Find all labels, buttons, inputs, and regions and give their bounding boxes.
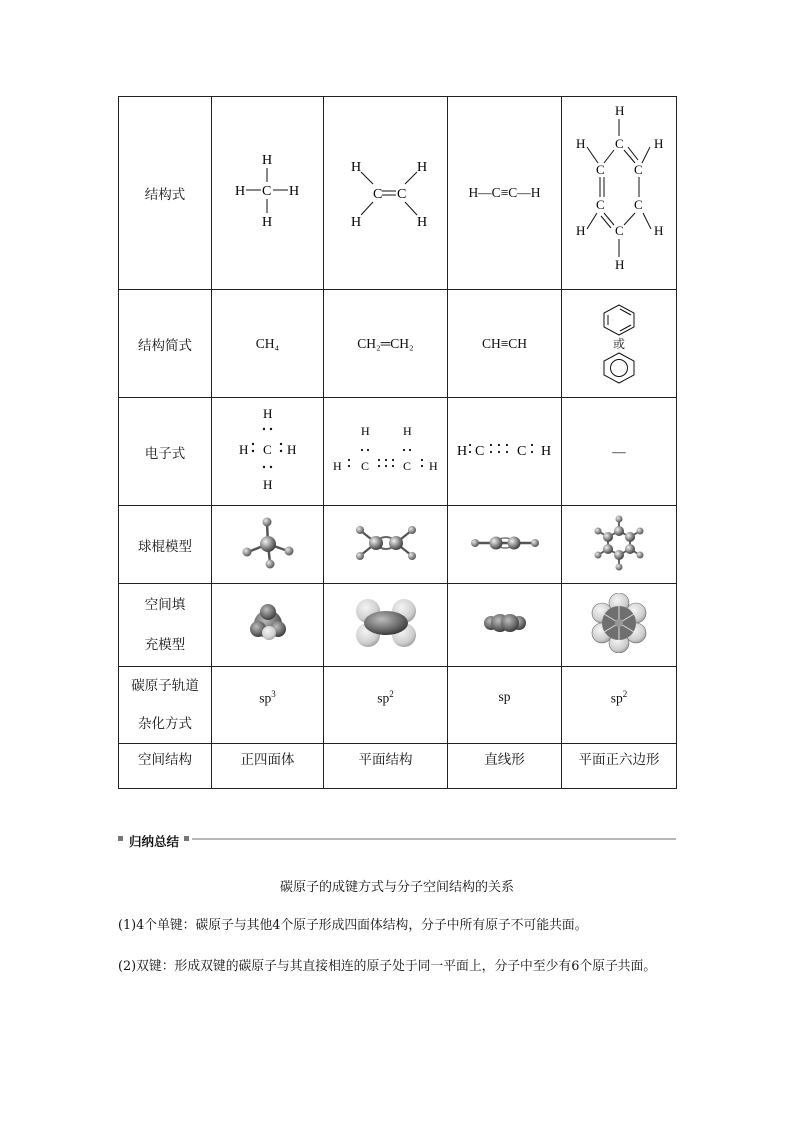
methane-space-filling: [212, 584, 324, 667]
acetylene-ball-stick: [448, 506, 562, 584]
atom-h: H: [402, 423, 412, 438]
row-label-ball-stick: 球棍模型: [119, 506, 212, 584]
acetylene-geometry: 直线形: [448, 744, 562, 789]
atom-h: H: [615, 103, 625, 118]
row-label-space-filling: [119, 584, 212, 667]
methane-lewis-svg: [223, 405, 313, 495]
hybrid-sup: 2: [622, 689, 628, 699]
atom-h: H: [234, 184, 245, 199]
hybrid-sup: 3: [271, 689, 276, 699]
atom-h: H: [261, 215, 272, 230]
atom-h: H: [654, 136, 664, 151]
benzene-space-filling: [562, 584, 677, 667]
ethylene-electron: [324, 398, 448, 506]
atom-h: H: [416, 215, 427, 230]
atom-h: H: [332, 458, 342, 473]
atom-c: C: [474, 443, 484, 459]
section-label: 归纳总结: [129, 834, 180, 849]
atom-c: C: [261, 184, 271, 199]
atom-c: C: [634, 162, 643, 177]
benzene-space-filling-model: [589, 593, 649, 653]
aromatic-benzene-icon: [599, 351, 639, 385]
row-condensed-formula: [119, 290, 677, 398]
atom-c: C: [615, 136, 624, 151]
kekule-benzene-icon: [599, 303, 639, 337]
label-line: 杂化方式: [138, 716, 192, 732]
atom-h: H: [416, 160, 427, 175]
acetylene-condensed: CH≡CH: [448, 290, 562, 398]
benzene-electron: —: [562, 398, 677, 506]
atom-h: H: [615, 257, 625, 272]
atom-c: C: [615, 223, 624, 238]
benzene-hybridization: [562, 667, 677, 744]
atom-h: H: [576, 223, 586, 238]
acetylene-space-filling-model: [483, 610, 527, 636]
benzene-structural: [562, 97, 677, 290]
summary-paragraph-1: (1)4个单键：碳原子与其他4个原子形成四面体结构，分子中所有原子不可能共面。: [118, 918, 588, 933]
acetylene-ball-stick-model: [470, 531, 540, 555]
atom-c: C: [516, 443, 526, 459]
atom-h: H: [540, 443, 551, 459]
methane-structural: [212, 97, 324, 290]
row-label-structural: 结构式: [119, 97, 212, 290]
atom-h: H: [654, 223, 664, 238]
hybrid-base: sp: [498, 689, 511, 704]
hybrid-base: sp: [259, 690, 272, 706]
atom-h: H: [456, 443, 467, 459]
atom-h: H: [576, 136, 586, 151]
ethylene-hybridization: [324, 667, 448, 744]
summary-title: 碳原子的成键方式与分子空间结构的关系: [279, 880, 514, 895]
atom-c: C: [262, 441, 272, 457]
atom-h: H: [262, 476, 272, 492]
methane-ball-stick: [212, 506, 324, 584]
atom-c: C: [596, 162, 605, 177]
label-line: 空间填: [144, 597, 186, 613]
atom-c: C: [396, 187, 406, 202]
benzene-structural-svg: [564, 101, 674, 281]
acetylene-electron: [448, 398, 562, 506]
acetylene-structural: H—C≡C—H: [448, 97, 562, 290]
row-space-filling: [119, 584, 677, 667]
ethylene-structural: [324, 97, 448, 290]
section-rule: [192, 838, 676, 840]
atom-h: H: [428, 458, 438, 473]
atom-c: C: [402, 458, 411, 473]
row-structural-formula: [119, 97, 677, 290]
atom-h: H: [261, 153, 272, 168]
ethylene-space-filling: [324, 584, 448, 667]
methane-structural-svg: [213, 146, 323, 236]
ethylene-condensed: CH₂═CH₂: [324, 290, 448, 398]
atom-h: H: [350, 215, 361, 230]
atom-c: C: [360, 458, 369, 473]
atom-h: H: [262, 405, 272, 421]
acetylene-space-filling: [448, 584, 562, 667]
atom-h: H: [360, 423, 370, 438]
ethylene-space-filling-model: [354, 595, 418, 651]
atom-h: H: [288, 184, 299, 199]
hybrid-base: sp: [377, 690, 390, 706]
acetylene-lewis-svg: [455, 435, 555, 465]
row-electron-formula: [119, 398, 677, 506]
hybrid-base: sp: [610, 690, 623, 706]
atom-c: C: [596, 197, 605, 212]
acetylene-hybridization: [448, 667, 562, 744]
row-hybridization: [119, 667, 677, 744]
benzene-geometry: 平面正六边形: [562, 744, 677, 789]
or-label: 或: [612, 336, 625, 351]
row-label-condensed: 结构简式: [119, 290, 212, 398]
ethylene-geometry: 平面结构: [324, 744, 448, 789]
row-label-electron: 电子式: [119, 398, 212, 506]
benzene-ball-stick: [562, 506, 677, 584]
ethylene-ball-stick-model: [354, 521, 418, 565]
row-label-geometry: 空间结构: [119, 744, 212, 789]
ethylene-lewis-svg: [329, 420, 443, 480]
row-ball-stick: [119, 506, 677, 584]
atom-c: C: [634, 197, 643, 212]
section-header: [118, 832, 676, 849]
ethylene-structural-svg: [331, 146, 441, 236]
atom-h: H: [350, 160, 361, 175]
methane-electron: [212, 398, 324, 506]
hybrid-sup: 2: [389, 689, 394, 699]
ethylene-ball-stick: [324, 506, 448, 584]
methane-geometry: 正四面体: [212, 744, 324, 789]
methane-ball-stick-model: [238, 515, 298, 571]
summary-paragraph-2: (2)双键：形成双键的碳原子与其直接相连的原子处于同一平面上，分子中至少有6个原子共面。: [118, 959, 657, 974]
methane-hybridization: [212, 667, 324, 744]
label-line: 充模型: [144, 637, 186, 653]
square-bullet-icon: [184, 836, 189, 841]
row-label-hybridization: [119, 667, 212, 744]
molecule-comparison-table: [118, 96, 677, 789]
benzene-ball-stick-model: [589, 513, 649, 573]
row-geometry: [119, 744, 677, 789]
benzene-condensed: [562, 290, 677, 398]
atom-c: C: [372, 187, 382, 202]
atom-h: H: [286, 441, 296, 457]
methane-space-filling-model: [243, 598, 293, 648]
atom-h: H: [238, 441, 248, 457]
methane-condensed: CH₄: [212, 290, 324, 398]
square-bullet-icon: [118, 836, 123, 841]
label-line: 碳原子轨道: [131, 678, 199, 694]
